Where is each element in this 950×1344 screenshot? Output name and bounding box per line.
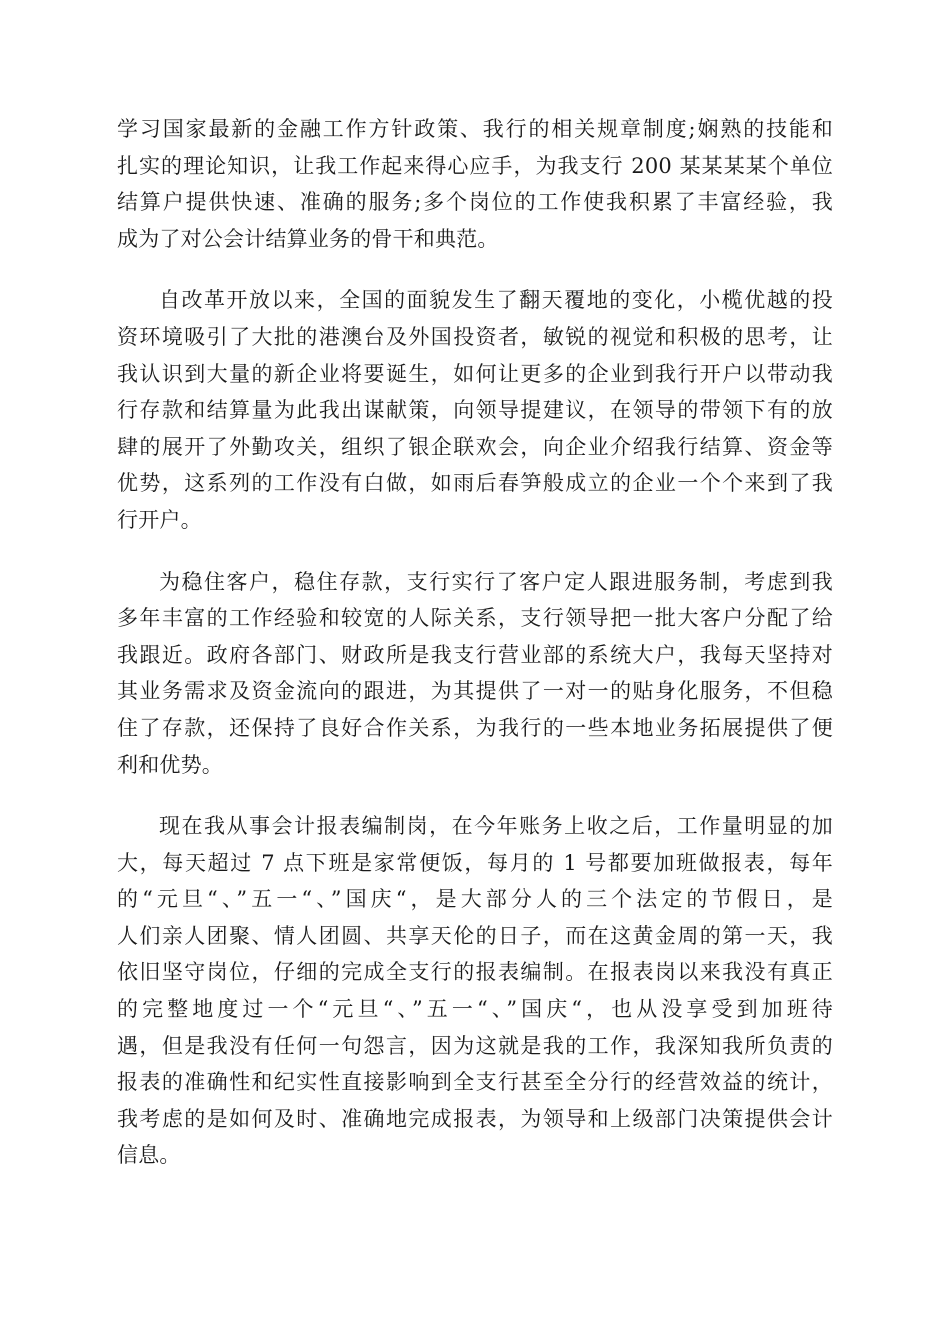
text-line: 的“元旦“、”五一“、”国庆“，是大部分人的三个法定的节假日，是 [117, 887, 833, 912]
text-line: 为稳住客户，稳住存款，支行实行了客户定人跟进服务制，考虑到我 [159, 569, 833, 594]
text-line: 人们亲人团聚、情人团圆、共享天伦的日子，而在这黄金周的第一天，我 [117, 923, 833, 948]
text-line: 我考虑的是如何及时、准确地完成报表，为领导和上级部门决策提供会计 [117, 1106, 833, 1131]
text-line: 成为了对公会计结算业务的骨干和典范。 [117, 226, 499, 251]
text-line: 遇，但是我没有任何一句怨言，因为这就是我的工作，我深知我所负责的 [117, 1033, 833, 1058]
text-line: 其业务需求及资金流向的跟进，为其提供了一对一的贴身化服务，不但稳 [117, 679, 833, 704]
text-line: 行存款和结算量为此我出谋献策，向领导提建议，在领导的带领下有的放 [117, 398, 833, 423]
text-line: 依旧坚守岗位，仔细的完成全支行的报表编制。在报表岗以来我没有真正 [117, 960, 833, 985]
text-line: 报表的准确性和纪实性直接影响到全支行甚至全分行的经营效益的统计， [117, 1070, 833, 1095]
paragraph-1 [117, 111, 833, 257]
text-line: 自改革开放以来，全国的面貌发生了翻天覆地的变化，小榄优越的投 [159, 288, 833, 313]
text-line: 信息。 [117, 1143, 181, 1168]
text-line: 我认识到大量的新企业将要诞生，如何让更多的企业到我行开户以带动我 [117, 361, 833, 386]
text-line: 资环境吸引了大批的港澳台及外国投资者，敏锐的视觉和积极的思考，让 [117, 324, 833, 349]
text-line: 肆的展开了外勤攻关，组织了银企联欢会，向企业介绍我行结算、资金等 [117, 434, 833, 459]
paragraph-2 [117, 282, 833, 538]
text-line: 学习国家最新的金融工作方针政策、我行的相关规章制度;娴熟的技能和 [117, 117, 833, 141]
document-page [117, 111, 833, 1199]
text-line: 现在我从事会计报表编制岗，在今年账务上收之后，工作量明显的加 [159, 814, 833, 839]
paragraph-4 [117, 808, 833, 1174]
text-line: 大，每天超过 7 点下班是家常便饭，每月的 1 号都要加班做报表，每年 [117, 850, 833, 875]
paragraph-3 [117, 564, 833, 784]
text-line: 结算户提供快速、准确的服务;多个岗位的工作使我积累了丰富经验，我 [117, 190, 833, 215]
text-line: 行开户。 [117, 507, 202, 532]
text-line: 扎实的理论知识，让我工作起来得心应手，为我支行 200 某某某某个单位 [117, 153, 833, 178]
text-line: 优势，这系列的工作没有白做，如雨后春笋般成立的企业一个个来到了我 [117, 471, 833, 496]
text-line: 利和优势。 [117, 752, 223, 777]
text-line: 我跟近。政府各部门、财政所是我支行营业部的系统大户，我每天坚持对 [117, 642, 833, 667]
text-line: 的完整地度过一个“元旦“、”五一“、”国庆“，也从没享受到加班待 [117, 997, 833, 1022]
text-line: 住了存款，还保持了良好合作关系，为我行的一些本地业务拓展提供了便 [117, 715, 833, 740]
text-line: 多年丰富的工作经验和较宽的人际关系，支行领导把一批大客户分配了给 [117, 606, 833, 631]
